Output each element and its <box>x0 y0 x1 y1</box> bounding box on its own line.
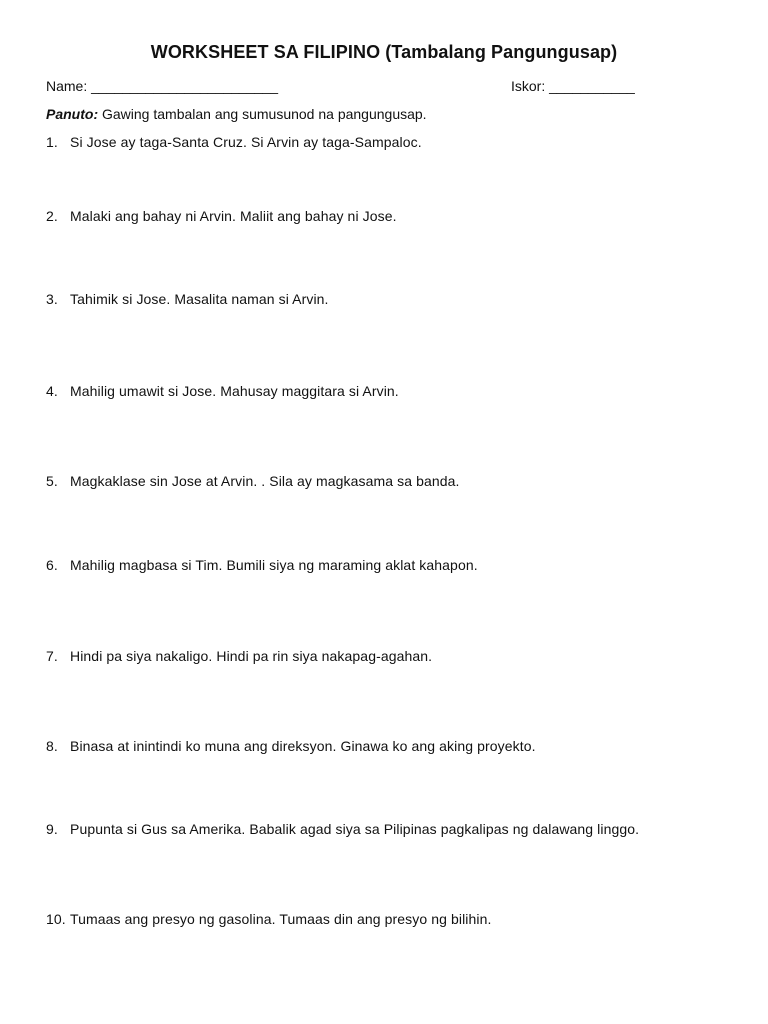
item-text: Mahilig umawit si Jose. Mahusay maggitara si Arvin. <box>70 383 399 399</box>
item-number: 6. <box>46 557 58 573</box>
list-item <box>46 208 397 224</box>
list-item <box>46 383 399 399</box>
name-field-label: Name: ________________________ <box>46 78 278 94</box>
list-item <box>46 473 460 489</box>
item-text: Tahimik si Jose. Masalita naman si Arvin. <box>70 291 329 307</box>
item-number: 1. <box>46 134 58 150</box>
item-text: Si Jose ay taga-Santa Cruz. Si Arvin ay taga-Sampaloc. <box>70 134 422 150</box>
list-item <box>46 557 478 573</box>
item-number: 7. <box>46 648 58 664</box>
instructions-label: Panuto: <box>46 106 99 122</box>
item-number: 3. <box>46 291 58 307</box>
item-number: 4. <box>46 383 58 399</box>
item-number: 2. <box>46 208 58 224</box>
item-number: 10. <box>46 911 66 927</box>
item-text: Magkaklase sin Jose at Arvin. . Sila ay magkasama sa banda. <box>70 473 460 489</box>
list-item <box>46 648 432 664</box>
item-text: Tumaas ang presyo ng gasolina. Tumaas din ang presyo ng bilihin. <box>70 911 492 927</box>
item-text: Mahilig magbasa si Tim. Bumili siya ng maraming aklat kahapon. <box>70 557 478 573</box>
worksheet-title: WORKSHEET SA FILIPINO (Tambalang Pangungusap) <box>150 42 618 62</box>
instructions <box>46 106 427 122</box>
item-number: 9. <box>46 821 58 837</box>
item-number: 8. <box>46 738 58 754</box>
item-text: Binasa at inintindi ko muna ang direksyon. Ginawa ko ang aking proyekto. <box>70 738 536 754</box>
item-text: Hindi pa siya nakaligo. Hindi pa rin siya nakapag-agahan. <box>70 648 433 664</box>
item-text: Pupunta si Gus sa Amerika. Babalik agad siya sa Pilipinas pagkalipas ng dalawang linggo. <box>70 821 640 837</box>
list-item <box>46 911 491 927</box>
list-item <box>46 134 422 150</box>
list-item <box>46 821 639 837</box>
list-item <box>46 291 329 307</box>
instructions-text: Gawing tambalan ang sumusunod na pangungusap. <box>98 106 427 122</box>
score-field-label: Iskor: ___________ <box>511 78 635 94</box>
list-item <box>46 738 536 754</box>
item-text: Malaki ang bahay ni Arvin. Maliit ang bahay ni Jose. <box>70 208 397 224</box>
item-number: 5. <box>46 473 58 489</box>
